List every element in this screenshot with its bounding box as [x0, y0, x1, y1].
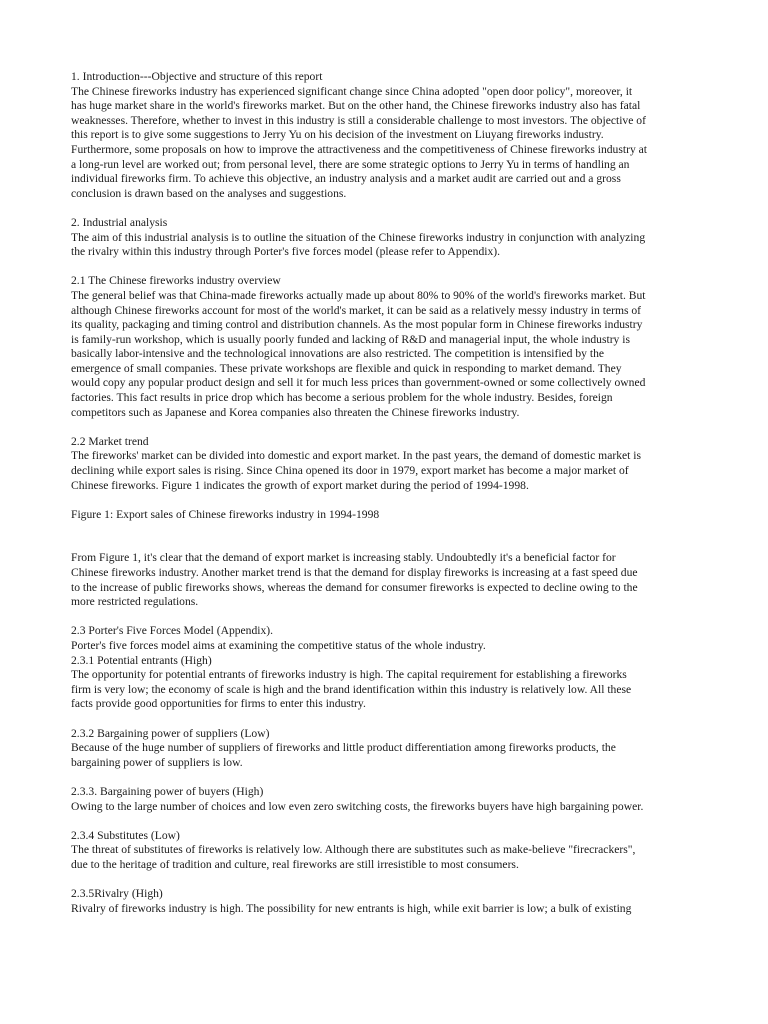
subsection-heading: 2.3.4 Substitutes (Low)	[71, 828, 180, 842]
subsection-heading: 2.3.1 Potential entrants (High)	[71, 653, 212, 667]
subsection-heading: 2.3.2 Bargaining power of suppliers (Low)	[71, 726, 270, 740]
subsection-rivalry	[71, 887, 693, 916]
section-heading: 1. Introduction---Objective and structure of this report	[71, 70, 323, 83]
section-heading: 2.2 Market trend	[71, 434, 149, 448]
paragraph-line: factories. This fact results in price drop which has become a serious problem for the whole industry. Besides, foreign	[71, 391, 613, 405]
section-porters-five-forces	[71, 624, 693, 712]
paragraph-line: Chinese fireworks. Figure 1 indicates the growth of export market during the period of 1994-1998.	[71, 478, 529, 492]
paragraph-line: individual fireworks firm. To achieve this objective, an industry analysis and a market audit are carried out and a gross	[71, 172, 621, 186]
paragraph-line: its quality, packaging and timing control and distribution channels. As the most popular form in Chinese fireworks industry	[71, 318, 643, 332]
section-heading: 2. Industrial analysis	[71, 215, 168, 229]
paragraph-line: Rivalry of fireworks industry is high. The possibility for new entrants is high, while exit barrier is low; a bulk of existing	[71, 901, 632, 915]
paragraph-line: a long-run level are worked out; from personal level, there are some strategic options to Jerry Yu in terms of handling an	[71, 157, 630, 171]
paragraph-line: conclusion is drawn based on the analyses and suggestions.	[71, 186, 347, 200]
paragraph-line: basically labor-intensive and the technological innovations are also restricted. The competition is intensified by the	[71, 347, 605, 361]
paragraph-line: The fireworks' market can be divided into domestic and export market. In the past years, the demand of domestic market is	[71, 449, 642, 463]
paragraph-line: The opportunity for potential entrants of fireworks industry is high. The capital requirement for establishing a fireworks	[71, 668, 627, 682]
section-heading: 2.1 The Chinese fireworks industry overview	[71, 274, 281, 288]
paragraph-line: bargaining power of suppliers is low.	[71, 755, 243, 769]
paragraph-line: has huge market share in the world's fireworks market. But on the other hand, the Chinese fireworks industry also has fatal	[71, 99, 641, 113]
paragraph-line: competitors such as Japanese and Korea companies also threaten the Chinese fireworks industry.	[71, 405, 520, 419]
figure-caption: Figure 1: Export sales of Chinese fireworks industry in 1994-1998	[71, 507, 380, 521]
paragraph-line: Chinese fireworks industry. Another market trend is that the demand for display fireworks is increasing at a fast speed due	[71, 566, 638, 579]
section-heading: 2.3 Porter's Five Forces Model (Appendix).	[71, 624, 274, 638]
paragraph-line: due to the heritage of tradition and culture, real fireworks are still irresistible to most consumers.	[71, 857, 519, 871]
paragraph-line: From Figure 1, it's clear that the demand of export market is increasing stably. Undoubtedly it's a beneficial factor for	[71, 551, 616, 565]
paragraph-line: The Chinese fireworks industry has experienced significant change since China adopted "open door policy", moreover, it	[71, 84, 633, 98]
paragraph-line: The aim of this industrial analysis is to outline the situation of the Chinese fireworks industry in conjunction with analyzing	[71, 230, 646, 244]
paragraph-line: weaknesses. Therefore, whether to invest in this industry is still a considerable challenge to most investors. The objective of	[71, 113, 646, 127]
section-introduction	[71, 70, 693, 201]
paragraph-line: is family-run workshop, which is usually poorly funded and lacking of R&D and managerial input, the whole industry is	[71, 332, 630, 346]
paragraph-line: more restricted regulations.	[71, 595, 199, 609]
paragraph-line: emergence of small companies. These private workshops are flexible and quick in responding to market demand. They	[71, 361, 622, 375]
paragraph-line: Porter's five forces model aims at examining the competitive status of the whole industry.	[71, 638, 486, 652]
paragraph-after-figure	[71, 551, 693, 609]
paragraph-line: Because of the huge number of suppliers of fireworks and little product differentiation among fireworks products, the	[71, 741, 616, 755]
paragraph-line: declining while export sales is rising. Since China opened its door in 1979, export market has become a major market of	[71, 464, 629, 478]
subsection-buyers	[71, 785, 693, 814]
paragraph-line: although Chinese fireworks account for most of the world's market, it can be said as a relatively messy industry in terms of	[71, 303, 642, 317]
paragraph-line: to the increase of public fireworks shows, whereas the demand for consumer fireworks is expected to decline owing to the	[71, 580, 638, 594]
paragraph-line: Owing to the large number of choices and low even zero switching costs, the fireworks buyers have high bargaining power.	[71, 799, 644, 813]
subsection-heading: 2.3.5Rivalry (High)	[71, 887, 163, 901]
paragraph-line: The threat of substitutes of fireworks is relatively low. Although there are substitutes such as make-believe "firecrackers",	[71, 843, 636, 857]
paragraph-line: Furthermore, some proposals on how to improve the attractiveness and the competitiveness of Chinese fireworks industry at	[71, 142, 648, 156]
paragraph-line: The general belief was that China-made fireworks actually made up about 80% to 90% of the world's fireworks market. But	[71, 288, 646, 302]
subsection-suppliers	[71, 727, 693, 771]
paragraph-line: would copy any popular product design and sell it for much less prices than government-owned or some collectively owned	[71, 376, 646, 390]
paragraph-line: this report is to give some suggestions to Jerry Yu on his decision of the investment on Liuyang fireworks industry.	[71, 128, 604, 142]
section-market-trend	[71, 435, 693, 493]
paragraph-line: the rivalry within this industry through Porter's five forces model (please refer to Appendix).	[71, 245, 501, 259]
section-industry-overview	[71, 274, 693, 420]
paragraph-line: firm is very low; the economy of scale is high and the brand identification within this industry is relatively low. All these	[71, 682, 632, 696]
section-industrial-analysis	[71, 216, 693, 260]
subsection-substitutes	[71, 829, 693, 873]
document-page	[71, 70, 693, 916]
subsection-heading: 2.3.3. Bargaining power of buyers (High)	[71, 784, 264, 798]
paragraph-line: facts provide good opportunities for firms to enter this industry.	[71, 697, 366, 711]
